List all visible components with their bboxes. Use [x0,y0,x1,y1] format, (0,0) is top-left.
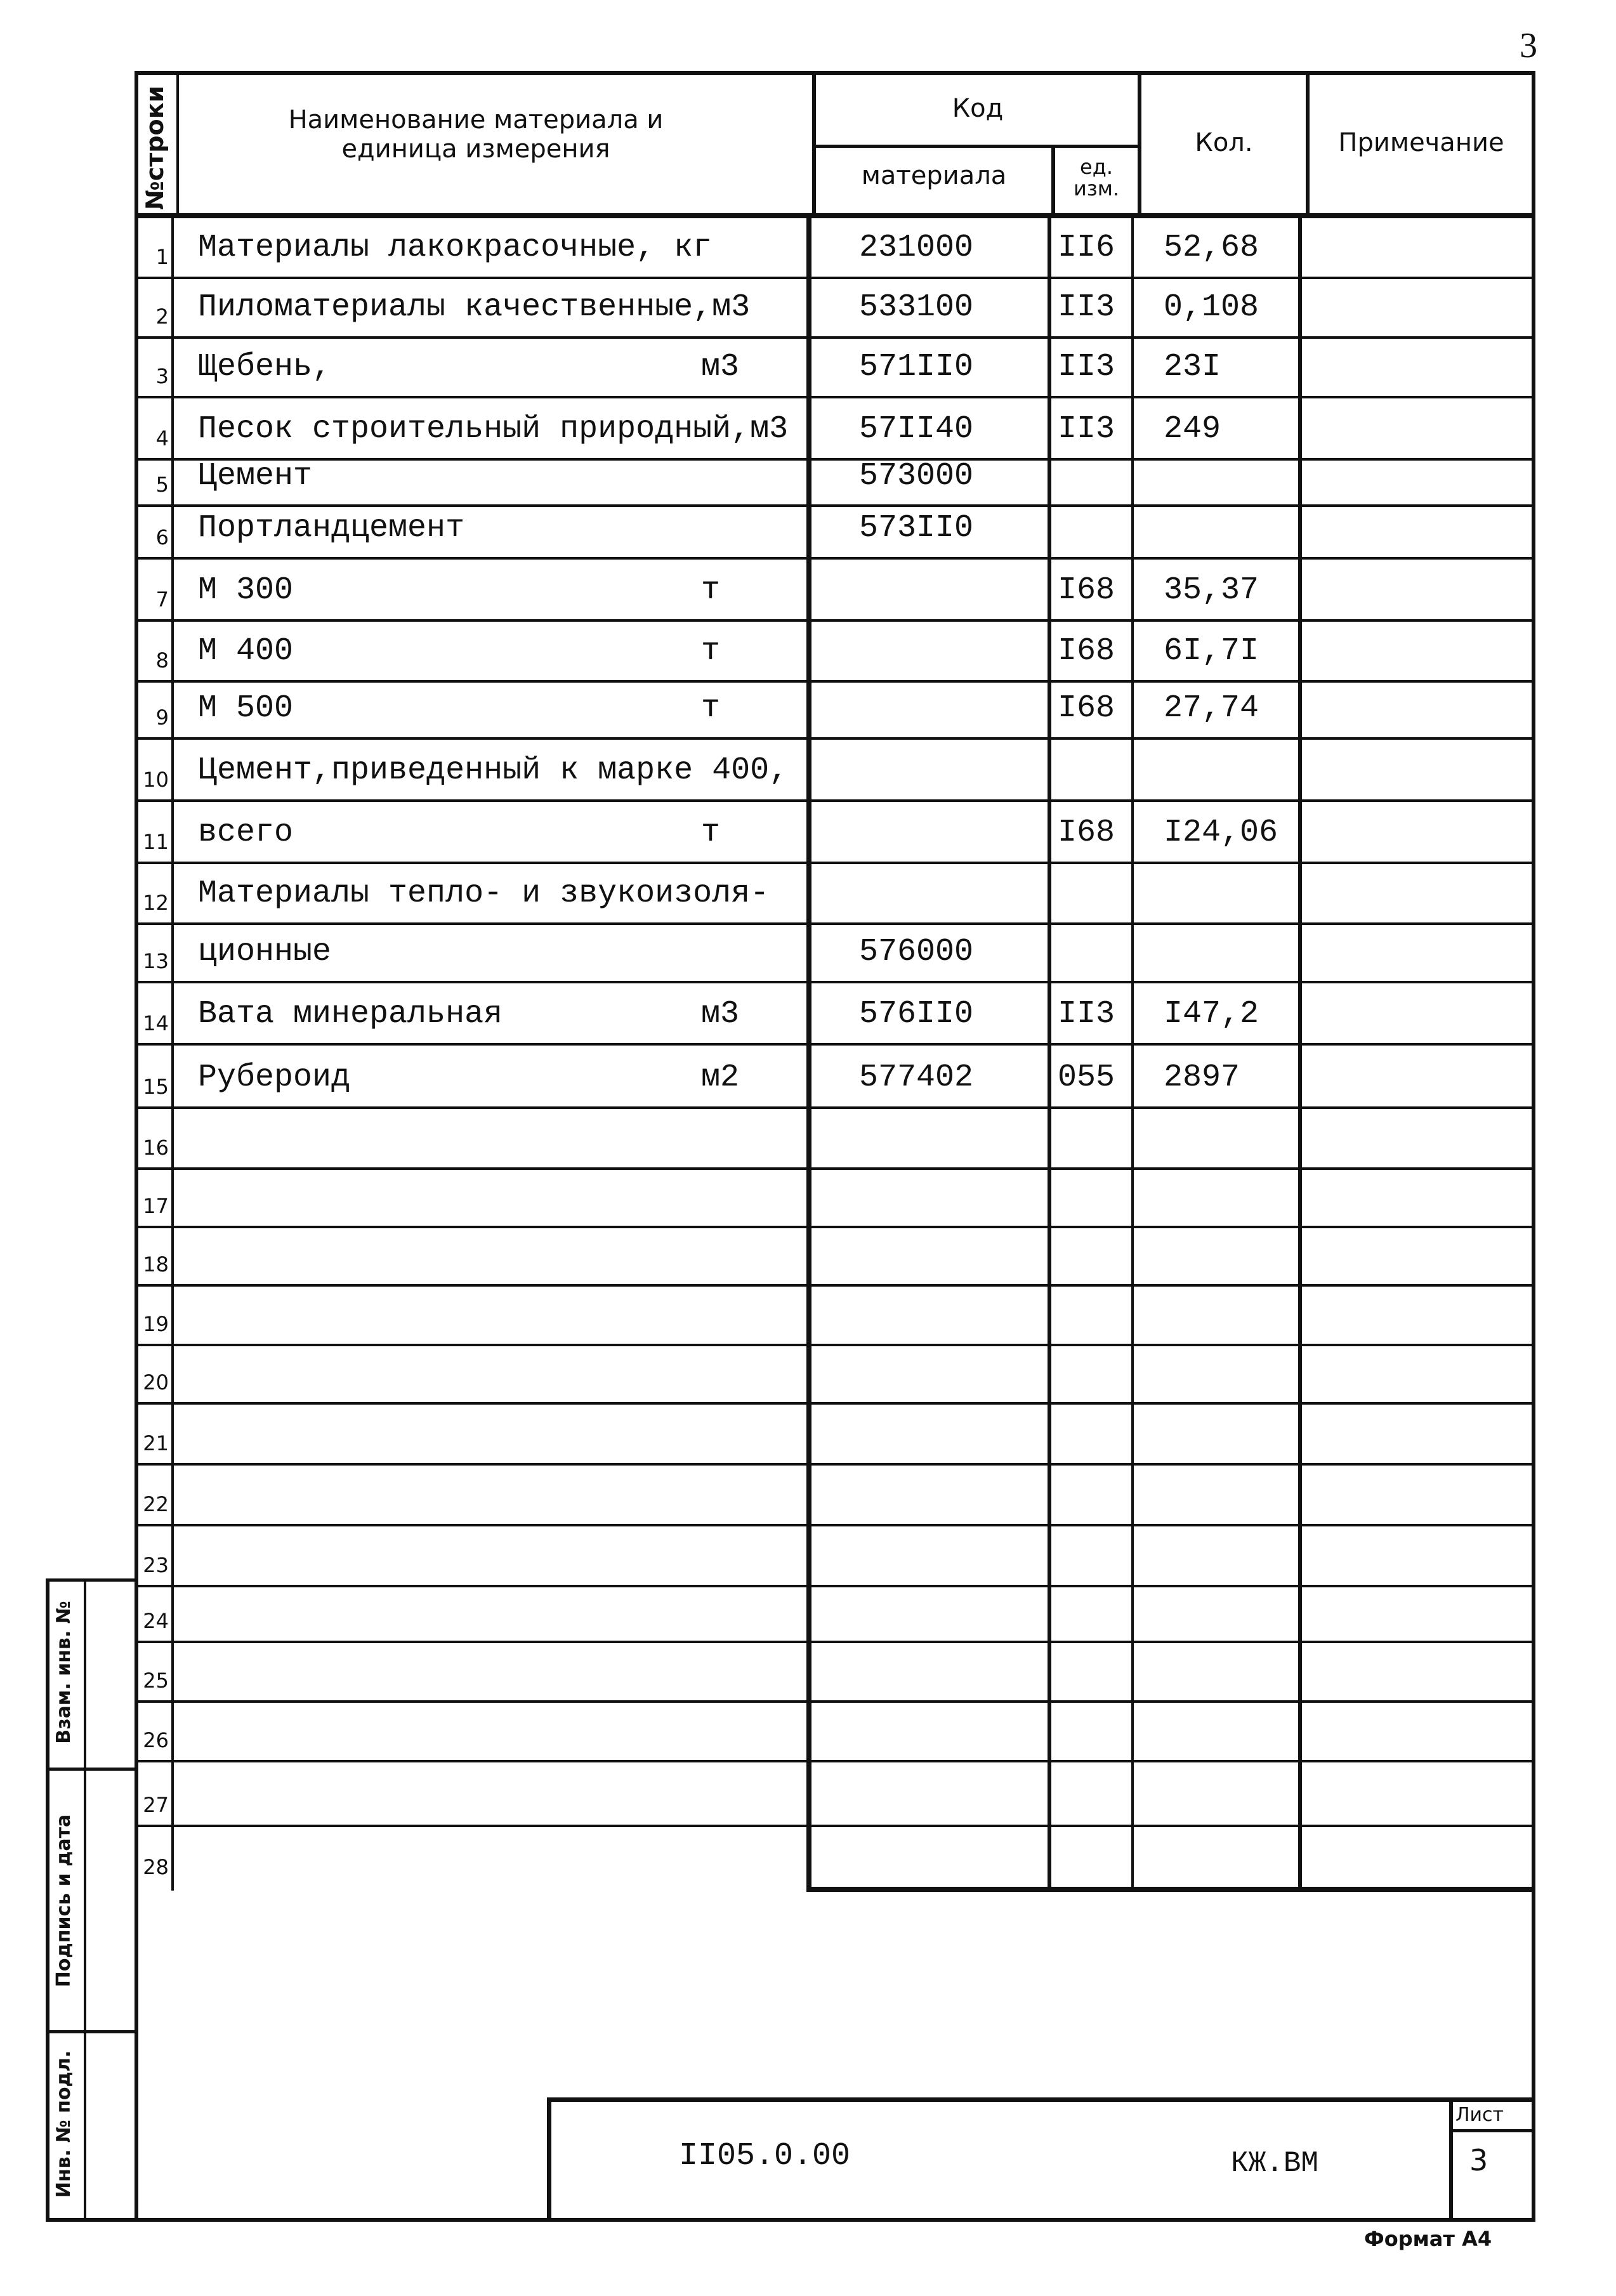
material-unit: т [701,690,721,726]
stamp-sign-date: Подпись и дата [53,1814,75,1988]
row-divider [135,1825,1535,1827]
row-divider [135,799,1535,802]
quantity: 6I,7I [1164,633,1259,669]
row-number: 5 [155,473,169,497]
material-name: М 300 [198,572,294,608]
row-divider [135,1344,1535,1346]
row-number: 4 [155,426,169,450]
header-code: Код [952,94,1004,123]
row-divider [135,336,1535,339]
row-divider [135,1043,1535,1046]
header-code-unit: ед. изм. [1073,155,1120,200]
material-name: Пиломатериалы качественные,м3 [198,289,751,325]
row-divider [135,1226,1535,1228]
quantity: 23I [1164,349,1221,385]
row-divider [135,680,1535,683]
material-unit: м3 [701,349,740,385]
sheet-label: Лист [1455,2104,1504,2126]
frame-bottom [46,2218,1535,2222]
row-number: 18 [143,1252,169,1276]
stamp-divider-1 [46,1768,138,1771]
unit-code: I68 [1058,690,1115,726]
material-unit: м3 [701,996,740,1032]
header-col-line-1 [176,71,179,217]
title-block-left [547,2097,551,2222]
quantity: 35,37 [1164,572,1259,608]
unit-code: I68 [1058,815,1115,851]
material-code: 576II0 [859,996,974,1032]
material-unit: м2 [701,1059,740,1096]
row-divider [135,1700,1535,1703]
quantity: 52,68 [1164,230,1259,266]
quantity: I47,2 [1164,996,1259,1032]
row-number: 11 [143,830,169,854]
row-number: 15 [143,1075,169,1099]
row-divider [135,981,1535,983]
header-row-number: №строки [141,86,169,210]
stamp-left-edge [46,1578,49,2222]
material-name: Цемент,приведенный к марке 400, [198,752,789,789]
row-divider [135,922,1535,925]
material-name: всего [198,815,294,851]
row-number: 10 [143,768,169,792]
row-number: 28 [143,1855,169,1879]
row-number: 24 [143,1609,169,1633]
row-divider [135,1760,1535,1762]
unit-code: I68 [1058,633,1115,669]
material-code: 231000 [859,230,974,266]
body-col-line-rownum [171,216,174,1891]
stamp-inner-edge [84,1578,86,2222]
material-unit: т [701,815,721,851]
row-number: 19 [143,1312,169,1336]
header-qty: Кол. [1195,128,1253,157]
row-divider [135,619,1535,622]
header-note: Примечание [1338,128,1504,157]
body-col-line-qty [1131,216,1134,1891]
header-bottom [135,213,1535,218]
header-code-divider [812,145,1141,148]
unit-code: 055 [1058,1059,1115,1096]
row-number: 16 [143,1136,169,1160]
doc-code: II05.0.00 [679,2138,851,2174]
material-name: М 400 [198,633,294,669]
body-col-line-unit [1048,216,1051,1891]
stamp-inv-podl: Инв. № подл. [53,2050,75,2198]
page-corner-number: 3 [1520,26,1537,65]
title-block-sheet-left [1449,2097,1453,2222]
material-code: 573II0 [859,510,974,546]
row-divider [135,557,1535,560]
sheet-number: 3 [1469,2143,1488,2177]
material-name: Цемент [198,458,313,494]
header-name: Наименование материала и единица измерения [288,105,664,164]
frame-left [135,71,138,2222]
row-divider [135,1524,1535,1526]
row-divider [135,396,1535,398]
row-number: 2 [155,305,169,329]
row-number: 1 [155,245,169,269]
material-name: Щебень, [198,349,332,385]
quantity: 2897 [1164,1059,1240,1096]
unit-code: II3 [1058,349,1115,385]
row-divider [135,1106,1535,1109]
material-unit: т [701,572,721,608]
row-divider [135,862,1535,864]
row-divider [135,1284,1535,1287]
material-code: 577402 [859,1059,974,1096]
title-block-sheet-divider [1449,2129,1535,2132]
row-number: 23 [143,1553,169,1577]
title-block-top [547,2097,1535,2102]
frame-right [1532,71,1535,2222]
row-number: 12 [143,891,169,915]
body-col-line-note [1298,216,1302,1891]
material-name: Песок строительный природный,м3 [198,411,789,447]
row-number: 22 [143,1492,169,1516]
material-code: 571II0 [859,349,974,385]
row-number: 17 [143,1194,169,1218]
format-label: Формат А4 [1364,2227,1492,2251]
unit-code: II3 [1058,996,1115,1032]
material-name: Портландцемент [198,510,465,546]
row-number: 21 [143,1431,169,1455]
unit-code: II3 [1058,411,1115,447]
quantity: I24,06 [1164,815,1278,851]
row-divider [135,277,1535,279]
row-number: 7 [155,587,169,612]
material-code: 573000 [859,458,974,494]
material-name: Материалы лакокрасочные, кг [198,230,713,266]
row-divider [135,1167,1535,1170]
row-number: 3 [155,364,169,388]
row-number: 8 [155,648,169,672]
material-name: Материалы тепло- и звукоизоля- [198,876,770,912]
row-number: 6 [155,525,169,549]
header-col-line-2 [812,71,816,217]
quantity: 27,74 [1164,690,1259,726]
header-code-material: материала [861,161,1007,190]
unit-code: II3 [1058,289,1115,325]
material-name: Рубероид [198,1059,351,1096]
row-divider [135,1585,1535,1587]
row-number: 20 [143,1370,169,1394]
unit-code: I68 [1058,572,1115,608]
body-col-line-code [806,216,811,1891]
row-divider [135,458,1535,461]
stamp-vzam-inv: Взам. инв. № [53,1601,75,1744]
material-code: 57II40 [859,411,974,447]
frame-top [135,71,1535,75]
row-number: 25 [143,1669,169,1693]
quantity: 0,108 [1164,289,1259,325]
material-name: М 500 [198,690,294,726]
material-name: ционные [198,934,332,970]
row-number: 26 [143,1728,169,1752]
row-divider [135,737,1535,740]
row-divider [135,504,1535,507]
unit-code: II6 [1058,230,1115,266]
quantity: 249 [1164,411,1221,447]
body-bottom-line [806,1887,1535,1892]
doc-mark: КЖ.ВМ [1231,2147,1319,2180]
material-code: 576000 [859,934,974,970]
material-unit: т [701,633,721,669]
row-number: 13 [143,949,169,973]
row-number: 9 [155,705,169,730]
row-divider [135,1641,1535,1643]
row-number: 14 [143,1011,169,1035]
row-divider [135,1402,1535,1405]
row-number: 27 [143,1793,169,1817]
material-name: Вата минеральная [198,996,503,1032]
row-divider [135,1463,1535,1466]
material-code: 533100 [859,289,974,325]
